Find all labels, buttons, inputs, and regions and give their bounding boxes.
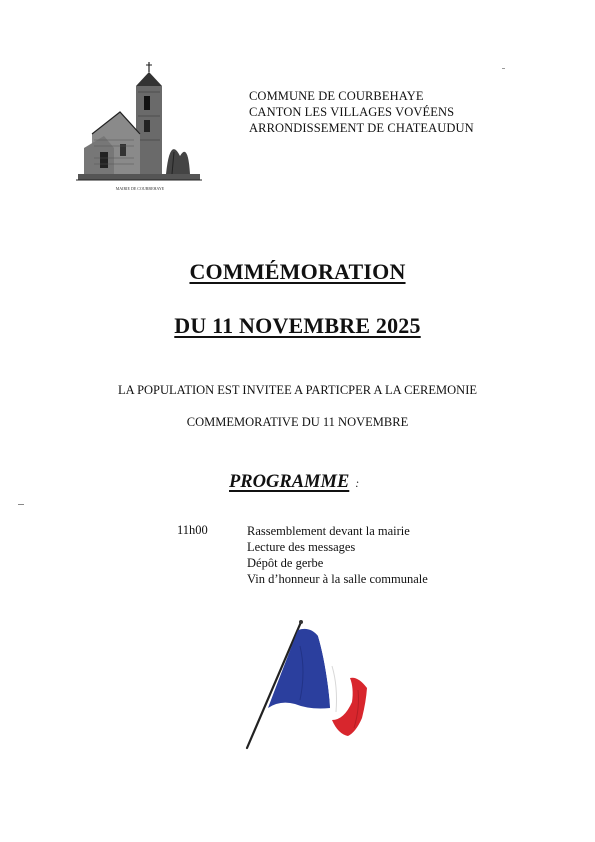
scan-mark: [502, 68, 505, 69]
arrondissement-name: ARRONDISSEMENT DE CHATEAUDUN: [249, 121, 474, 135]
scan-mark-left: [18, 504, 24, 505]
programme-list: [247, 523, 428, 587]
title-line-1: COMMÉMORATION: [189, 259, 406, 284]
commune-name: COMMUNE DE COURBEHAYE: [249, 89, 424, 103]
programme-label: PROGRAMME: [229, 472, 350, 492]
commune-header: [249, 88, 474, 136]
programme-time: 11h00: [177, 523, 208, 537]
page-title: [0, 259, 595, 285]
canton-name: CANTON LES VILLAGES VOVÉENS: [249, 105, 455, 119]
invitation-line-2: COMMEMORATIVE DU 11 NOVEMBRE: [186, 415, 409, 429]
church-illustration: [74, 56, 204, 198]
programme-item: Vin d’honneur à la salle communale: [247, 572, 428, 586]
programme-item: Dépôt de gerbe: [247, 556, 324, 570]
programme-item: Lecture des messages: [247, 540, 356, 554]
title-line-2: DU 11 NOVEMBRE 2025: [174, 313, 421, 338]
programme-colon: :: [355, 476, 360, 490]
french-flag-image: [240, 616, 375, 756]
page-subtitle: [0, 313, 595, 339]
programme-heading: [229, 472, 359, 493]
invitation-line-1: LA POPULATION EST INVITEE A PARTICPER A LA CEREMONIE: [117, 383, 477, 397]
church-caption: MAIRIE DE COURBEHAYE: [115, 186, 165, 191]
programme-item: Rassemblement devant la mairie: [247, 524, 410, 538]
